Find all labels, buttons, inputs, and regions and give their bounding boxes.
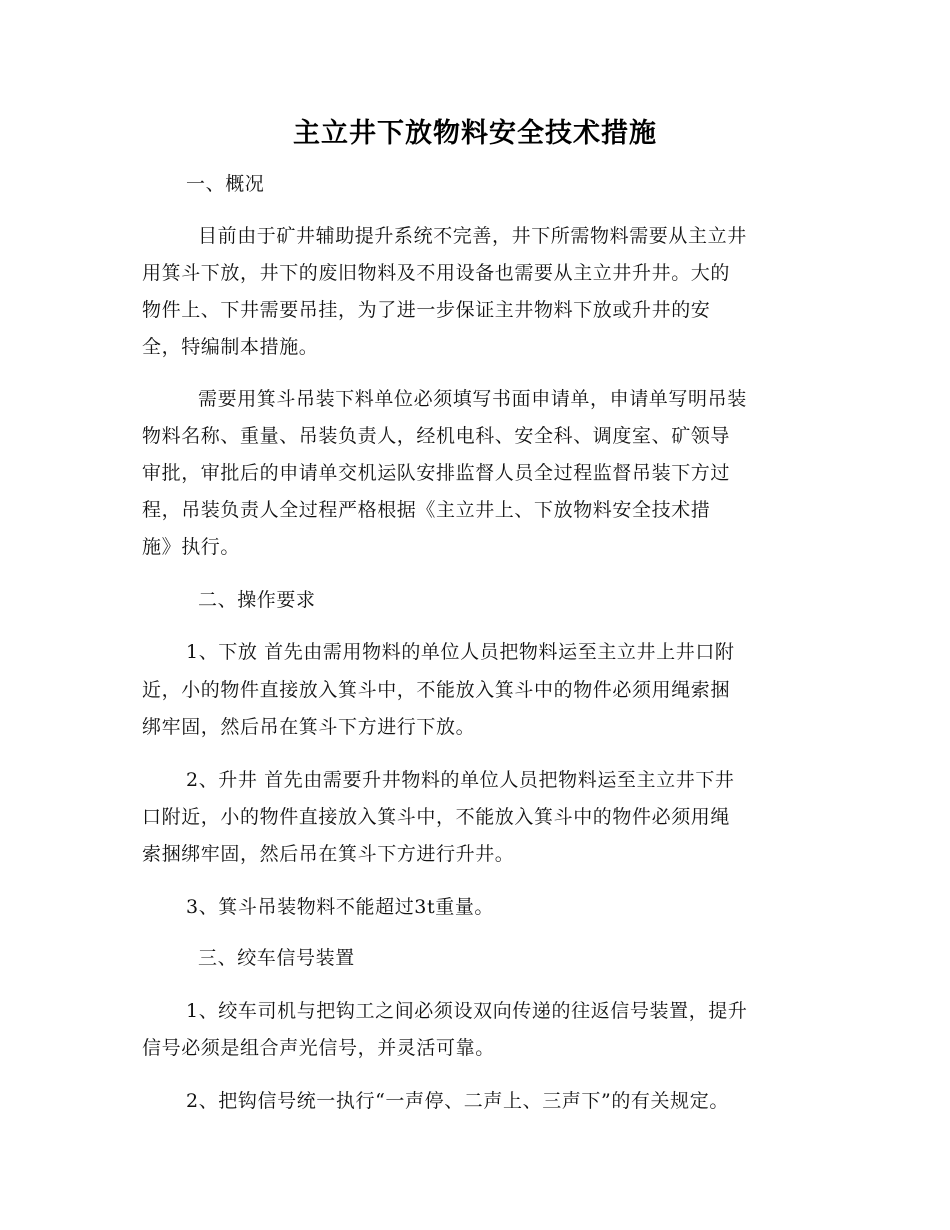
paragraph-line: 目前由于矿井辅助提升系统不完善，井下所需物料需要从主立井 [198,225,747,247]
paragraph-line: 物料名称、重量、吊装负责人，经机电科、安全科、调度室、矿领导 [142,425,731,447]
paragraph-line: 1、绞车司机与把钩工之间必须设双向传递的往返信号装置，提升 [186,1000,748,1022]
paragraph-line: 需要用箕斗吊装下料单位必须填写书面申请单，申请单写明吊装 [198,388,747,410]
paragraph-line: 3、箕斗吊装物料不能超过3t重量。 [186,896,495,918]
paragraph-line: 口附近，小的物件直接放入箕斗中，不能放入箕斗中的物件必须用绳 [142,806,731,828]
document-title: 主立井下放物料安全技术措施 [293,118,657,149]
paragraph-line: 2、升井 首先由需要升井物料的单位人员把物料运至主立井下井 [186,769,735,791]
paragraph-line: 绑牢固，然后吊在箕斗下方进行下放。 [142,716,476,738]
section-heading-signal: 三、绞车信号装置 [198,947,355,969]
paragraph-line: 程，吊装负责人全过程严格根据《主立井上、下放物料安全技术措 [142,499,711,521]
paragraph-line: 用箕斗下放，井下的废旧物料及不用设备也需要从主立井升井。大的 [142,262,731,284]
section-heading-operation: 二、操作要求 [198,589,316,611]
paragraph-line: 施》执行。 [142,536,241,558]
section-heading-overview: 一、概况 [186,173,265,195]
paragraph-line: 近，小的物件直接放入箕斗中，不能放入箕斗中的物件必须用绳索捆 [142,679,731,701]
paragraph-line: 2、把钩信号统一执行“一声停、二声上、三声下”的有关规定。 [186,1090,729,1112]
paragraph-line: 审批，审批后的申请单交机运队安排监督人员全过程监督吊装下方过 [142,462,731,484]
paragraph-line: 全，特编制本措施。 [142,336,319,358]
paragraph-line: 物件上、下井需要吊挂，为了进一步保证主井物料下放或升井的安 [142,299,711,321]
paragraph-line: 索捆绑牢固，然后吊在箕斗下方进行升井。 [142,843,515,865]
paragraph-line: 1、下放 首先由需用物料的单位人员把物料运至主立井上井口附 [186,641,735,663]
paragraph-line: 信号必须是组合声光信号，并灵活可靠。 [142,1037,495,1059]
